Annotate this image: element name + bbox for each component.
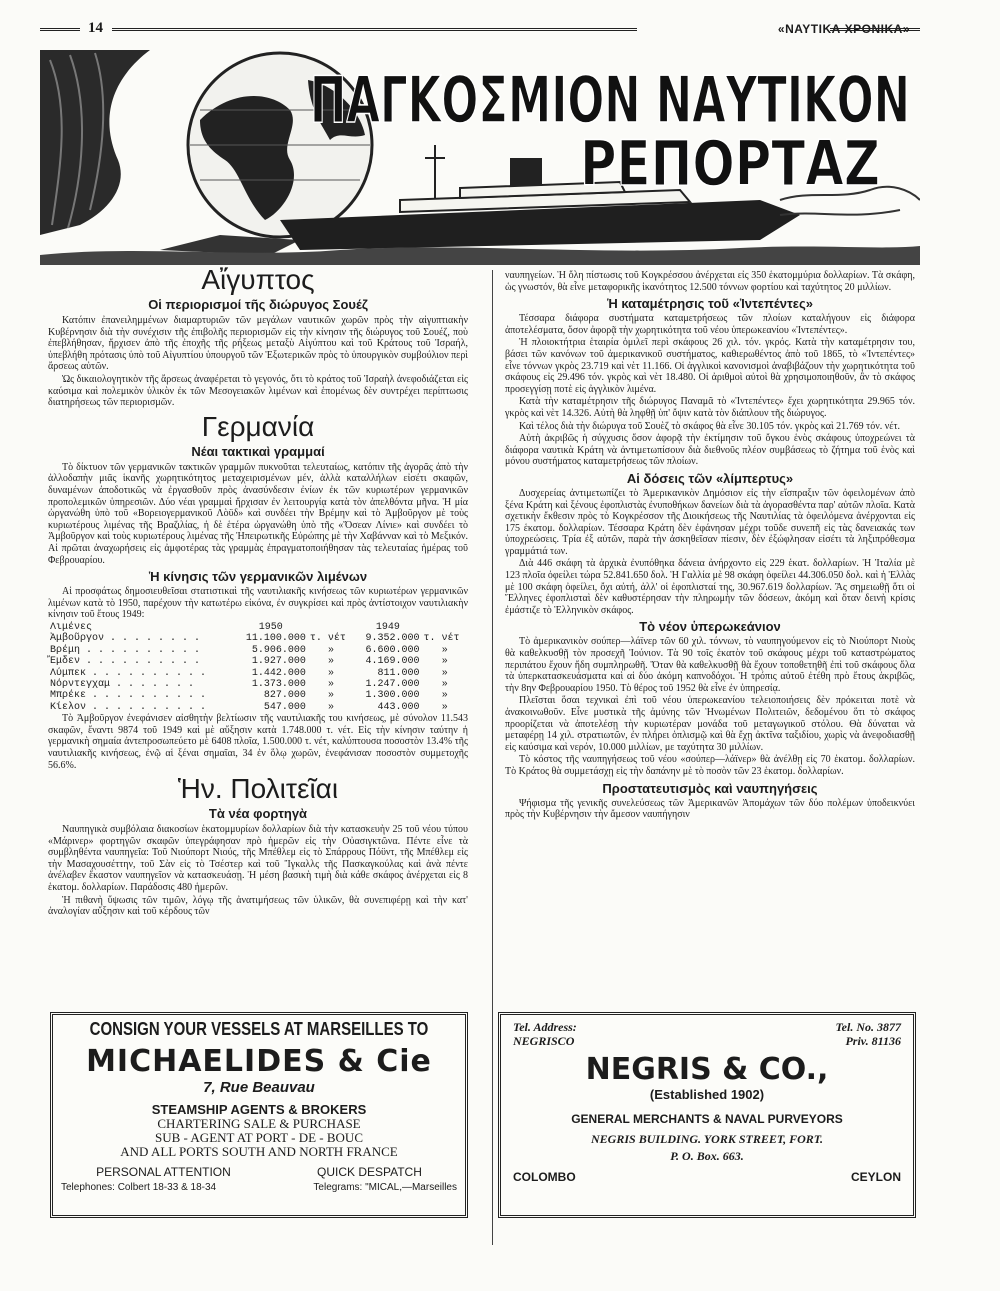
- liberty-paragraph-2: Διὰ 446 σκάφη τὰ ἀρχικὰ ἐνυπόθηκα δάνεια ἀνήρχοντο εἰς 229 ἑκατ. δολλαρίων. Ἡ Ἰταλία μὲ 123 πλοῖα ὀφείλει τώρα 52.841.650 δολ. Ἡ Γαλλία μὲ 98 σκάφη ὀφείλει 44.306.050 δολ. καὶ ἡ Ἑλλὰς μὲ 100 σκάφη ὀφείλει, ὄχι αὐτή, ἀλλ' οἱ ἐφοπλισταί της, 30.967.619 δολλαρίων. Ἂς σημειωθῇ ὅτι οἱ Ἕλληνες ἐφοπλισταὶ δὲν καθυστέρησαν τὴν πληρωμὴν τῶν δόσεων, ἀκόμη καὶ ὅταν δεινὴ κρίσις ἐμάστιζε τὸ Ἑλληνικὸν σκάφος.: [505, 558, 915, 616]
- unit: »: [441, 690, 448, 702]
- ad-line-3: SUB - AGENT AT PORT - DE - BOUC: [155, 1130, 363, 1145]
- report-banner: [40, 50, 920, 265]
- protect-paragraph-1: Ψήφισμα τῆς γενικῆς συνελεύσεως τῶν Ἀμερικανῶν Ἀπομάχων τῶν δύο πολέμων ὑποδεικνύει πρὸς τὴν Κυβέρνησιν τὴν ἄμεσον ναυπήγησιν: [505, 797, 915, 821]
- value-1950: 1.442.000: [251, 667, 306, 679]
- measure-heading: Ἡ καταμέτρησις τοῦ «Ἰντεπέντες»: [607, 296, 813, 312]
- ad-company: NEGRIS & CO.,: [585, 1052, 829, 1087]
- ad-line-2: NEGRIS BUILDING. YORK STREET, FORT.: [591, 1132, 823, 1146]
- unit: »: [328, 656, 335, 668]
- ad-line-4: AND ALL PORTS SOUTH AND NORTH FRANCE: [120, 1144, 398, 1159]
- port-name: Νόρντεγχαμ . . . . . . .: [50, 678, 195, 690]
- liberty-paragraph-1: Δυσχερείας ἀντιμετωπίζει τὸ Ἀμερικανικὸν Δημόσιον εἰς τὴν εἴσπραξιν τῶν ὀφειλομένων ἀπὸ ξένα Κράτη καὶ ξένους ἐφοπλιστὰς ἐνυποθήκων δανείων διὰ τὰ ἀγορασθέντα παρ' αὐτῶν πλοῖα. Κατὰ σχετικὴν ἔκθεσιν πρὸς τὸ Κογκρέσσον τῆς Διοικήσεως τῆς Ναυτιλίας τὰ ὀφειλόμενα ἀνέρχονται εἰς 175 ἑκατομ. δολλαρίων. Τέσσαρα Κράτη δὲν ἐφάνησαν μέχρι τοῦδε συνεπῆ εἰς τὰς δανειακάς των ὑποχρεώσεις. Τρία ἐξ αὐτῶν, παρὰ τὴν ἀσκηθεῖσαν πίεσιν, δὲν ἐξώφλησαν εἰσέτι τὰ ληξιπρόθεσμα γραμμάτιά των.: [505, 487, 915, 557]
- measure-paragraph-4: Καὶ τέλος διὰ τὴν διώρυγα τοῦ Σουὲζ τὸ σκάφος θὰ εἶνε 30.105 τόν. γκρὸς καὶ 21.769 τόν. νέτ.: [519, 420, 900, 432]
- ad-attention: PERSONAL ATTENTION: [96, 1165, 231, 1179]
- ports-outro: Τὸ Ἀμβοῦργον ἐνεφάνισεν αἰσθητὴν βελτίωσιν τῆς ναυτιλιακῆς του κινήσεως, μὲ σύνολον 11.543 σκαφῶν, ἔναντι 9874 τοῦ 1949 καὶ μὲ αὔξησιν κατὰ 1.748.000 τ. νέτ. Εἰς τὴν κίνησιν ταύτην ἡ γερμανικὴ σημαία ἀντεπροσωπεύετο μὲ 6408 πλοῖα, 1.500.000 τ. νέτ, καλύπτουσα ποσοστὸν 13.4% τῆς ναυτιλιακῆς κινήσεως, ἐνῷ αἱ ξέναι σημαῖαι, 34 ἐν ὅλῳ χωρῶν, ἐνεφάνισαν ποσοστὸν συμμετοχῆς 56.6%.: [48, 713, 468, 771]
- right-column: [505, 270, 915, 822]
- table-row: [48, 633, 468, 644]
- unit: τ. νέτ: [423, 633, 460, 645]
- usa-subheading: Τὰ νέα φορτηγὰ: [208, 806, 308, 822]
- ad-tel-address-label: Tel. Address:: [513, 1020, 577, 1034]
- usa-paragraph-1: Ναυπηγικὰ συμβόλαια διακοσίων ἑκατομμυρίων δολλαρίων διὰ τὴν κατασκευὴν 25 τοῦ νέου τύπου «Μάρινερ» φορτηγῶν σκαφῶν ὑπεγράφησαν πρὸ ἡμερῶν εἰς τὴν Οὐασιγκτῶνα. Πέντε εἶνε τὰ συμβληθέντα ναυπηγεῖα: Τοῦ Νιούπορτ Νιούς, τῆς Μπέθλεμ εἰς τὸ Σπάρρους Πόϋντ, τῆς Μπέθλεμ εἰς τὴν Μασαχουσέττην, τοῦ Σὰν εἰς τὸ Τσέστερ καὶ τοῦ Ἴγκαλλς τῆς Πασκαγκούλας καὶ ἀνὰ πέντε ἀνέλαβεν ἕκαστον ναυπηγεῖον νὰ κατασκευάσῃ. Ἡ μέση βασικὴ τιμὴ διὰ κάθε σκάφος ἀνέρχεται εἰς 8 ἑκατομ. δολλαρίων. Παράδοσις 480 ἡμερῶν.: [48, 824, 468, 894]
- unit: »: [328, 678, 335, 690]
- ad-address: 7, Rue Beauvau: [203, 1079, 315, 1096]
- port-name: Βρέμη . . . . . . . . . .: [50, 644, 201, 656]
- publication-name: «ΝΑΥΤΙΚΑ ΧΡΟΝΙΚΑ»: [777, 22, 910, 36]
- value-1949: 1.247.000: [365, 678, 420, 690]
- value-1950: 5.906.000: [251, 644, 306, 656]
- table-header-ports: Λιμένες: [50, 621, 93, 633]
- ports-heading: Ἡ κίνησις τῶν γερμανικῶν λιμένων: [148, 569, 368, 585]
- ports-table: [48, 622, 468, 713]
- value-1949: 6.600.000: [365, 644, 420, 656]
- table-header-1950: 1950: [258, 621, 283, 633]
- measure-paragraph-3: Κατὰ τὴν καταμέτρησιν τῆς διώρυγος Παναμᾶ τὸ «Ἰντεπέντες» ἔχει χωρητικότητα 29.965 τόν. γκρὸς καὶ νὲτ 14.326. Αὐτὴ θὰ ληφθῇ ὑπ' ὄψιν κατὰ τὸν διάπλουν τῆς διώρυγος.: [505, 396, 915, 419]
- banner-title-line1: ΠΑΓΚΟΣΜΙΟΝ ΝΑΥΤΙΚΟΝ: [310, 64, 910, 138]
- ad-company: MICHAELIDES & Cie: [86, 1044, 432, 1079]
- table-row: [48, 690, 468, 701]
- unit: »: [441, 678, 448, 690]
- ad-priv: Priv. 81136: [845, 1034, 901, 1048]
- liner-heading: Τὸ νέον ὑπερωκεάνιον: [639, 619, 781, 635]
- value-1950: 827.000: [263, 690, 306, 702]
- germany-subheading: Νέαι τακτικαὶ γραμμαί: [191, 443, 325, 459]
- ad-telephones: Telephones: Colbert 18-33 & 18-34: [61, 1182, 217, 1193]
- value-1950: 547.000: [263, 701, 306, 713]
- table-row: [48, 679, 468, 690]
- table-row: [48, 656, 468, 667]
- germany-heading: Γερμανία: [201, 410, 315, 442]
- ad-line-2: CHARTERING SALE & PURCHASE: [157, 1116, 361, 1131]
- table-row: [48, 645, 468, 656]
- value-1950: 1.927.000: [251, 656, 306, 668]
- port-name: Μπρέκε . . . . . . . . . .: [50, 690, 207, 702]
- value-1949: 4.169.000: [365, 656, 420, 668]
- germany-paragraph-1: Τὸ δίκτυον τῶν γερμανικῶν τακτικῶν γραμμῶν πυκνοῦται τελευταίως, κατόπιν τῆς ἀγορᾶς ἀπὸ τὴν ἀλλοδαπὴν μιᾶς ἱκανῆς χωρητικότητος μεταχειρισμένων μέν, ἀλλὰ καταλλήλων εἰσέτι σκαφῶν, δυναμένων ἀποδοτικῶς νὰ ἐργασθοῦν πρὸς ἀνασύνδεσιν ἐνίων ἐκ τῶν κυριωτέρων γερμανικῶν προπολεμικῶν ὑπηρεσιῶν. Δύο νέαι γραμμαὶ ἤρχισαν ἐν λειτουργίᾳ κατὰ τὸν ἀπελθόντα μῆνα. Ἡ μία ὠργανώθη ὑπὸ τοῦ «Βορειογερμανικοῦ Λὸϋδ» καὶ συνδέει τὴν Βρέμην καὶ τὸ Ἀμβοῦργον μὲ τοὺς κυριωτέρους λιμένας τῆς Βραζιλίας, ἡ δὲ ἑτέρα ὠργανώθη ὑπὸ τῆς «Ὄσεαν Λίνιε» καὶ συνδέει τὸ Ἀμβοῦργον καὶ τοὺς κυριωτέρους λιμένας τῆς Ἠπειρωτικῆς Εὐρώπης μὲ τὴν Χαβάνναν καὶ τὸ Μεξικόν. Αἱ πρῶται ἀναχωρήσεις εἰς ἀμφοτέρας τὰς γραμμὰς ἐπραγματοποιήθησαν τὰς τελευταίας ἡμέρας τοῦ Φεβρουαρίου.: [48, 461, 468, 566]
- egypt-paragraph-2: Ὡς δικαιολογητικὸν τῆς ἄρσεως ἀναφέρεται τὸ γεγονός, ὅτι τὸ κράτος τοῦ Ἰσραὴλ ἀνεφοδιάζεται εἰς καύσιμα καὶ πολεμικὸν ὑλικὸν ἐκ τῶν Μεσογειακῶν λιμένων καὶ ἑπομένως δὲν συντρέχει περίπτωσις διατηρήσεως τῶν περιορισμῶν.: [48, 373, 468, 409]
- value-1950: 1.373.000: [251, 678, 306, 690]
- usa-heading: Ἡν. Πολιτεῖαι: [177, 773, 339, 805]
- ad-despatch: QUICK DESPATCH: [316, 1165, 422, 1179]
- unit: »: [328, 701, 335, 713]
- table-row: [48, 668, 468, 679]
- measure-paragraph-5: Αὐτὴ ἀκριβῶς ἡ σύγχυσις ὅσον ἀφορᾷ τὴν ἐκτίμησιν τοῦ ὄγκου ἑνὸς σκάφους ὑποχρεώνει τὰ διάφορα ναυτικὰ Κράτη νὰ ἀντιμετωπίσουν διὰ διεθνοῦς πλέον συμβάσεως τὸ ζήτημα τοῦ ἑνὸς καὶ μόνου συστήματος καταμετρήσεως τῶν πλοίων.: [505, 433, 915, 468]
- continuation-paragraph: ναυπηγείων. Ἡ ὅλη πίστωσις τοῦ Κογκρέσσου ἀνέρχεται εἰς 350 ἑκατομμύρια δολλαρίων. Τὰ σκάφη, ὡς γνωστόν, θὰ εἶνε μεταφορικῆς ἱκανότητος 12.500 τόννων φορτίου καὶ ταχύτητος 20 μιλλίων.: [505, 270, 915, 293]
- port-name: Ἀμβοῦργον . . . . . . . .: [50, 633, 201, 645]
- ad-tel-no: Tel. No. 3877: [835, 1020, 901, 1034]
- ad-line-3: P. O. Box. 663.: [670, 1149, 744, 1163]
- banner-title-line2: ΡΕΠΟΡΤΑΖ: [580, 127, 880, 200]
- port-name: Λύμπεκ . . . . . . . . . .: [50, 667, 207, 679]
- measure-paragraph-2: Ἡ πλοιοκτήτρια ἑταιρία ὁμιλεῖ περὶ σκάφους 26 χιλ. τόν. γκρός. Κατὰ τὴν καταμέτρησιν του, βάσει τῶν κανόνων τοῦ ἀμερικανικοῦ συστήματος, καθιερωθέντος ἀπὸ τοῦ 1865, τὸ «Ἰντεπέντες» εἶνε τόννων γκρὸς 23.719 καὶ νὲτ 11.166. Οἱ ἀγγλικοὶ κανονισμοὶ ἀναβιβάζουν τὴν χωρητικότητα τοῦ σκάφους εἰς 29.496 τόν. γκρὸς καὶ νὲτ 18.480. Οἱ ἀριθμοὶ αὐτοὶ θὰ χρησιμοποιηθοῦν, ἂν τὸ σκάφος προσεγγίσῃ ποτὲ εἰς ἀγγλικὸν λιμένα.: [505, 337, 915, 395]
- table-header-1949: 1949: [375, 621, 400, 633]
- ad-established: (Established 1902): [649, 1087, 765, 1102]
- value-1949: 811.000: [377, 667, 420, 679]
- unit: »: [328, 690, 335, 702]
- port-name: Κίελον . . . . . . . . . .: [50, 701, 207, 713]
- left-column: [48, 262, 468, 919]
- liner-paragraph-2: Πλεῖσται ὅσαι τεχνικαὶ ἐπὶ τοῦ νέου ὑπερωκεανίου τελειοποιήσεις δὲν πρόκειται ποτὲ νὰ ἀνακοινωθοῦν. Εἶνε μυστικὰ τῆς ἀμύνης τῶν Ἡνωμένων Πολιτειῶν, δεδομένου ὅτι τὸ σκάφος προορίζεται νὰ ἀποτελέσῃ τὴν κυριωτέραν μονάδα τοῦ μεταγωγικοῦ στόλου. Θὰ δύναται νὰ μεταφέρῃ 14 χιλ. στρατιωτῶν, ἐν πλήρει ὁπλισμῷ καὶ θὰ ἔχῃ ἀκτῖνα ταξιδίου, χωρὶς νὰ ἀνεφοδιασθῇ εἰς καύσιμα καὶ νερόν, 10.000 μιλλίων, με ταχύτητα 30 μιλλίων.: [505, 695, 915, 753]
- value-1949: 9.352.000: [365, 633, 420, 645]
- table-row: [48, 702, 468, 713]
- negris-advertisement: [498, 1012, 916, 1218]
- unit: »: [441, 656, 448, 668]
- liberty-heading: Αἱ δόσεις τῶν «λίμπερτυς»: [626, 470, 794, 486]
- banner-illustration: [40, 50, 920, 265]
- header-rule-middle: [112, 28, 637, 31]
- header-rule-right: [830, 28, 920, 31]
- egypt-subheading: Οἱ περιορισμοί τῆς διώρυγος Σουέζ: [148, 297, 368, 312]
- value-1949: 443.000: [377, 701, 420, 713]
- value-1950: 11.100.000: [245, 633, 306, 645]
- value-1949: 1.300.000: [365, 690, 420, 702]
- port-name: Ἔμδεν . . . . . . . . . .: [50, 656, 201, 668]
- ad-tel-address: NEGRISCO: [513, 1034, 575, 1048]
- page-number: 14: [88, 20, 103, 36]
- liner-paragraph-3: Τὸ κόστος τῆς ναυπηγήσεως τοῦ νέου «σούπερ—λάϊνερ» θὰ ἀνέλθῃ εἰς 70 ἑκατομ. δολλαρίων. Τὸ Κράτος θὰ συμμετάσχῃ εἰς τὴν δαπάνην μὲ τὸ ποσὸν τῶν 23 ἑκατομ. δολλαρίων.: [505, 754, 915, 777]
- michaelides-advertisement: [50, 1012, 468, 1218]
- usa-paragraph-2: Ἡ πιθανὴ ὕψωσις τῶν τιμῶν, λόγῳ τῆς ἀνατιμήσεως τῶν ὑλικῶν, θὰ συνεπιφέρῃ καὶ τὴν κατ' ἀναλογίαν αὔξησιν καὶ τοῦ κέρδους τῶν: [48, 894, 468, 918]
- egypt-heading: Αἴγυπτος: [201, 264, 315, 295]
- ad-headline: CONSIGN YOUR VESSELS AT MARSEILLES TO: [89, 1018, 429, 1041]
- ad-line-1: GENERAL MERCHANTS & NAVAL PURVEYORS: [571, 1112, 843, 1126]
- header-rule-left: [40, 28, 80, 31]
- ad-telegrams: Telegrams: "MICAL,—Marseilles: [313, 1182, 457, 1193]
- unit: »: [328, 644, 335, 656]
- unit: »: [441, 701, 448, 713]
- ports-intro: Αἱ προσφάτως δημοσιευθεῖσαι στατιστικαὶ τῆς ναυτιλιακῆς κινήσεως τῶν κυριωτέρων γερμανικῶν λιμένων κατὰ τὸ 1950, παρέχουν τὴν κατωτέρω εἰκόνα, ἐν συγκρίσει καὶ πρὸς ἀντίστοιχον ναυτιλιακὴν κίνησιν τοῦ ἔτους 1949:: [48, 586, 468, 621]
- unit: τ. νέτ: [309, 633, 346, 645]
- egypt-paragraph-1: Κατόπιν ἐπανειλημμένων διαμαρτυριῶν τῶν μεγάλων ναυτικῶν χωρῶν πρὸς τὴν αἰγυπτιακὴν Κυβέρνησιν διὰ τὴν συνέχισιν τῆς ἐπιβολῆς περιορισμῶν εἰς τὴν κίνησιν τῆς διώρυγος τοῦ Σουέζ, ποὺ ἐπεβλήθησαν, ἤρχισεν ἀπὸ τῆς ἐποχῆς τῆς ρήξεως μεταξὺ Αἰγύπτου καὶ τοῦ Κράτους τοῦ Ἰσραήλ, ὑπεβλήθη πρότασις ὑπὸ τοῦ Αἰγυπτίου ὑπουργοῦ τῶν Ἐξωτερικῶν πρὸς τὸ ὑπουργικὸν συμβούλιον περὶ ἄρσεως αὐτῶν.: [48, 315, 468, 373]
- table-header-row: [48, 622, 468, 633]
- column-divider: [492, 270, 493, 1245]
- liner-paragraph-1: Τὸ ἀμερικανικὸν σούπερ—λάϊνερ τῶν 60 χιλ. τόννων, τὸ ναυπηγούμενον εἰς τὸ Νιούπορτ Νιοὺς θὰ καθελκυσθῇ τὸν προσεχῆ Ἰούνιον. Τὰ 90 τοῖς ἑκατὸν τοῦ σκάφους μέχρι τοῦ καταστρώματος περιπάτου ἔχουν ἤδη συμπληρωθῆ. Ὅταν θὰ καθελκυσθῇ θὰ ἔχουν τοποθετηθῆ ἐπὶ τοῦ σκάφους ὅλα τὰ ὑπερκατασκευάσματα καὶ αἱ δύο ἀκόμη καπνοδόχοι. Ἡ τρόπις αὐτοῦ ἐτέθη πρὸ ἔτους ἀκριβῶς, τὴν 8ην Φεβρουαρίου 1950. Τὸ θέρος τοῦ 1952 θὰ εἶνε ἐν ὑπηρεσίᾳ.: [505, 636, 915, 694]
- unit: »: [328, 667, 335, 679]
- ad-country: CEYLON: [850, 1170, 901, 1184]
- ad-city: COLOMBO: [513, 1170, 576, 1184]
- unit: »: [441, 644, 448, 656]
- ad-line-1: STEAMSHIP AGENTS & BROKERS: [151, 1102, 367, 1117]
- unit: »: [441, 667, 448, 679]
- protect-heading: Προστατευτισμὸς καὶ ναυπηγήσεις: [602, 780, 818, 796]
- measure-paragraph-1: Τέσσαρα διάφορα συστήματα καταμετρήσεως τῶν πλοίων καταλήγουν εἰς διάφορα ἀποτελέσματα, ὅσον ἀφορᾷ τὴν χωρητικότητα τοῦ νέου ὑπερωκεανίου «Ἰντεπέντες».: [505, 313, 915, 336]
